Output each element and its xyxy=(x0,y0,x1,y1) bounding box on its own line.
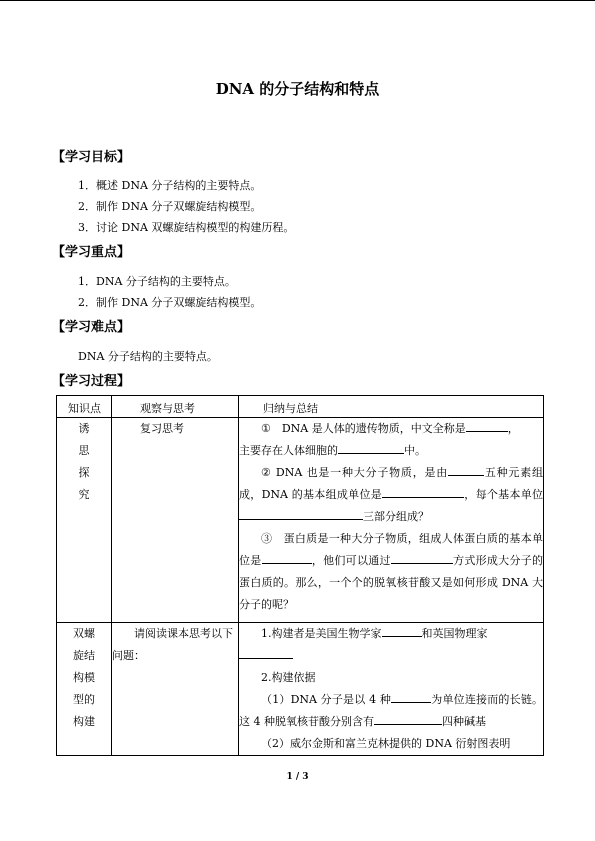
key-point-item-2: 2．制作 DNA 分子双螺旋结构模型。 xyxy=(78,296,262,309)
page-title: DNA 的分子结构和特点 xyxy=(215,80,380,98)
header-rule xyxy=(0,0,595,1)
topic-cell-1: 诱 思 探 究 xyxy=(57,418,112,623)
table-row xyxy=(57,418,544,623)
goals-heading: 【学习目标】 xyxy=(52,150,131,165)
table-header-row xyxy=(57,396,544,418)
goal-item-3: 3．讨论 DNA 双螺旋结构模型的构建历程。 xyxy=(78,221,295,234)
goal-item-2: 2．制作 DNA 分子双螺旋结构模型。 xyxy=(78,200,262,213)
fill-blank[interactable] xyxy=(466,420,508,432)
header-topic: 知识点 xyxy=(68,402,101,415)
observe-cell-2: 请阅读课本思考以下问题： xyxy=(112,623,239,756)
fill-blank[interactable] xyxy=(239,647,293,659)
observe-cell-1: 复习思考 xyxy=(112,418,239,623)
process-heading: 【学习过程】 xyxy=(52,374,131,389)
fill-blank[interactable] xyxy=(382,486,464,498)
fill-blank[interactable] xyxy=(239,508,363,520)
fill-blank[interactable] xyxy=(391,691,431,703)
key-point-item-1: 1．DNA 分子结构的主要特点。 xyxy=(78,275,236,288)
summary-cell-1: ① DNA 是人体的遗传物质，中文全称是 ， 主要存在人体细胞的 中。 ② DNA 也是一种大分子物质，是由 五种元素组成，DNA 的基本组成单位是 ，每个基本单位三部分组成？ ③ 蛋白质是一种大分子物质，组成人体蛋白质的基本单位是 ，他们可以通过 方式形成大分子的蛋白质的。那么，一个个的脱氧核苷酸又是如何形成 DNA 大分子的呢？ xyxy=(239,418,544,623)
difficulty-heading: 【学习难点】 xyxy=(52,320,131,335)
fill-blank[interactable] xyxy=(374,713,442,725)
table-row xyxy=(57,623,544,756)
fill-blank[interactable] xyxy=(391,552,453,564)
difficulty-item-1: DNA 分子结构的主要特点。 xyxy=(78,350,218,363)
key-points-heading: 【学习重点】 xyxy=(52,245,131,260)
goal-item-1: 1．概述 DNA 分子结构的主要特点。 xyxy=(78,179,262,192)
header-observe: 观察与思考 xyxy=(140,402,195,415)
page-number: 1 / 3 xyxy=(286,772,309,782)
fill-blank[interactable] xyxy=(448,464,484,476)
fill-blank[interactable] xyxy=(338,442,404,454)
learning-process-table xyxy=(56,395,544,756)
summary-cell-2: 1.构建者是美国生物学家 和英国物理家 2.构建依据 （1）DNA 分子是以 4 种 为单位连接而的长链。这 4 种脱氧核苷酸分别含有 四种碱基 （2）威尔金斯和富兰克林提供的 DNA 衍射图表明 xyxy=(239,623,544,756)
topic-cell-2: 双螺 旋结 构模 型的 构建 xyxy=(57,623,112,756)
header-summary: 归纳与总结 xyxy=(263,402,318,415)
fill-blank[interactable] xyxy=(382,625,422,637)
fill-blank[interactable] xyxy=(262,552,312,564)
